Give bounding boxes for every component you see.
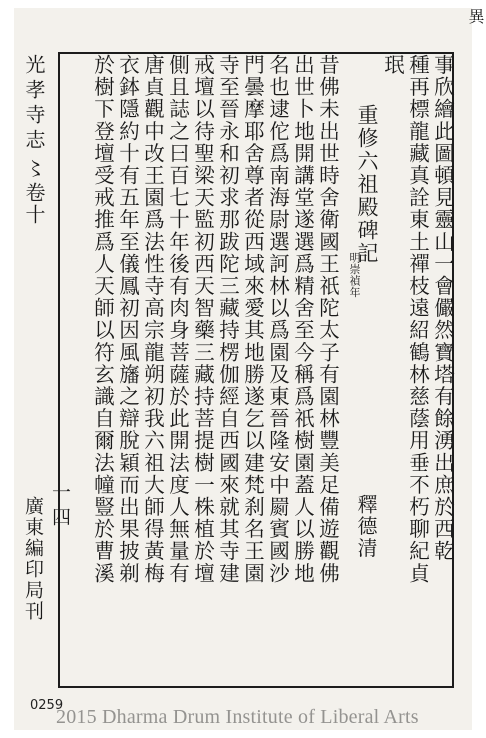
text-column-9: 衣鉢隱約十有五年至儀鳳初因風旛之辯脫穎而出果披剃 bbox=[115, 54, 140, 585]
page-number: 0259 bbox=[30, 698, 64, 713]
fold-footer bbox=[20, 482, 74, 622]
text-column-8: 唐貞觀中改王園爲法性寺高宗龍朔初我六祖大師得黃梅 bbox=[140, 54, 165, 585]
watermark: 2015 Dharma Drum Institute of Liberal Arts bbox=[56, 706, 419, 728]
volume-label: 卷十 bbox=[22, 182, 46, 226]
text-column-5: 寺至晉永和初求那跋陀三藏持楞伽經自西國來就其寺建 bbox=[215, 54, 240, 585]
stele-date-note: 明崇禎年 bbox=[348, 252, 361, 298]
right-edge-glyph: 異 bbox=[466, 8, 485, 24]
fold-page-number: 一四 bbox=[49, 482, 71, 532]
text-column-4: 門曇摩耶舍尊者從西域來愛其地勝遂乞以建梵刹名王園 bbox=[240, 54, 265, 585]
scanned-page bbox=[14, 8, 485, 730]
gazetteer-title: 光孝寺志 bbox=[22, 54, 46, 154]
text-column-carry-3: 珉 bbox=[380, 54, 405, 77]
text-column-2: 出世卜地開講堂遂選爲精舍至今稱爲祇樹園蓋人以勝地 bbox=[290, 54, 315, 585]
fold-header bbox=[20, 54, 49, 226]
text-column-carry-2 bbox=[407, 54, 428, 584]
text-column-3: 名也逮佗爲南海尉選訶林以爲園及東晉隆安中罽賓國沙 bbox=[265, 54, 290, 585]
carry-2-text: 種再標龍藏真詮東土禪枝遠紹鶴林慈蔭用垂不朽聊紀 bbox=[405, 54, 430, 563]
separator-mark: 〻 bbox=[22, 158, 46, 178]
stele-title-column bbox=[356, 104, 377, 265]
text-column-6: 戒壇以待聖梁天監初西天智藥三藏持菩提樹一株植於壇 bbox=[190, 54, 215, 585]
stele-title: 重修六祖殿碑記 bbox=[355, 104, 379, 265]
stele-author: 釋德清 bbox=[354, 494, 378, 559]
publisher-label: 廣東編印局刊 bbox=[22, 496, 44, 622]
text-column-carry-1: 事欣繪此圖頓見靈山一會儼然寶塔有餘湧出庶於西乾 bbox=[430, 54, 455, 563]
text-frame bbox=[58, 52, 454, 688]
text-column-10: 於樹下登壇受戒推爲人天師以符玄識自爾法幢豎於曹溪 bbox=[90, 54, 115, 585]
text-column-7: 側且誌之曰百七十年後有肉身菩薩於此開法度人無量有 bbox=[165, 54, 190, 585]
text-column-1: 昔佛未出世時舍衛國王祇陀太子有園林豐美足備遊觀佛 bbox=[315, 54, 340, 585]
carry-2-tail: 貞 bbox=[405, 562, 430, 585]
